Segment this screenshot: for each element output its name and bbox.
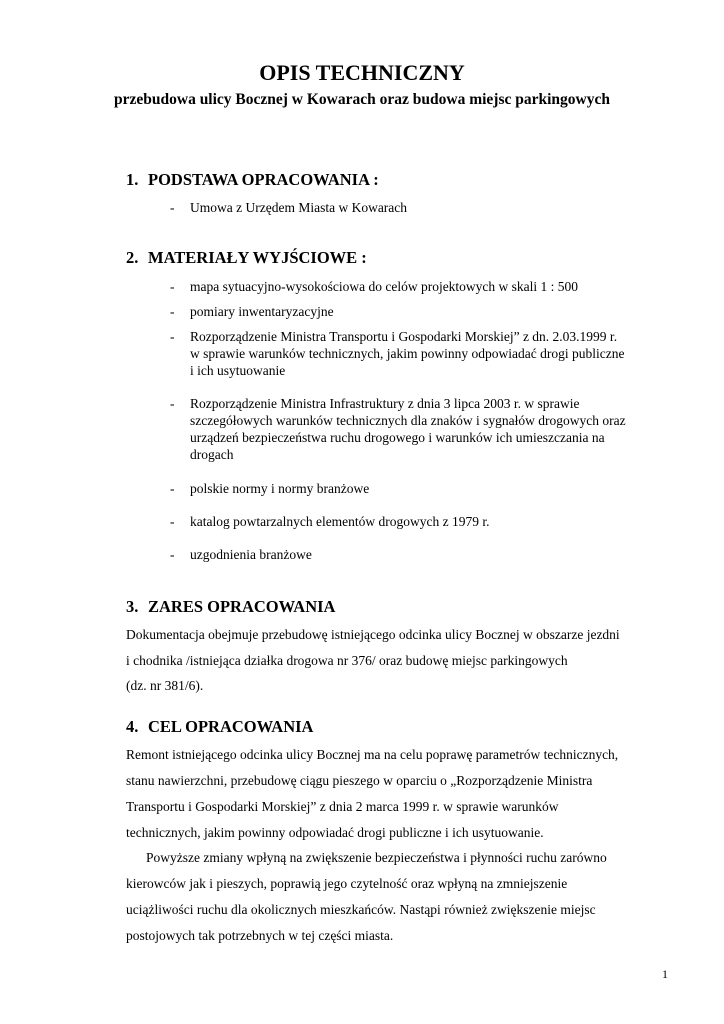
- paragraph-line: uciążliwości ruchu dla okolicznych mieszkańców. Nastąpi również zwiększenie miejsc: [126, 902, 596, 917]
- list-marker: -: [170, 396, 175, 411]
- document-subtitle: przebudowa ulicy Bocznej w Kowarach oraz budowa miejsc parkingowych: [114, 91, 610, 108]
- list-item-continuation: w sprawie warunków technicznych, jakim powinny odpowiadać drogi publiczne: [190, 346, 625, 361]
- section-heading-1: [126, 170, 379, 190]
- paragraph-line: stanu nawierzchni, przebudowę ciągu pieszego w oparciu o „Rozporządzenie Ministra: [126, 773, 593, 788]
- paragraph-line: postojowych tak potrzebnych w tej części miasta.: [126, 928, 394, 943]
- section-number: 2.: [126, 248, 139, 267]
- paragraph-line: Remont istniejącego odcinka ulicy Bocznej ma na celu poprawę parametrów technicznych,: [126, 747, 619, 762]
- list-item-continuation: urządzeń bezpieczeństwa ruchu drogowego i warunków ich umieszczania na: [190, 430, 605, 445]
- list-item-continuation: szczegółowych warunków technicznych dla znaków i sygnałów drogowych oraz: [190, 413, 626, 428]
- paragraph-line: kierowców jak i pieszych, poprawią jego czytelność oraz wpłyną na zmniejszenie: [126, 876, 568, 891]
- paragraph-line: i chodnika /istniejąca działka drogowa nr 376/ oraz budowę miejsc parkingowych: [126, 653, 568, 668]
- paragraph-line: Powyższe zmiany wpłyną na zwiększenie bezpieczeństwa i płynności ruchu zarówno: [146, 850, 607, 865]
- list-item: Rozporządzenie Ministra Infrastruktury z dnia 3 lipca 2003 r. w sprawie: [190, 396, 580, 411]
- section-title: ZARES OPRACOWANIA: [148, 597, 336, 616]
- list-item: katalog powtarzalnych elementów drogowych z 1979 r.: [190, 514, 490, 529]
- paragraph-line: Transportu i Gospodarki Morskiej” z dnia 2 marca 1999 r. w sprawie warunków: [126, 799, 559, 814]
- list-marker: -: [170, 304, 175, 319]
- section-number: 4.: [126, 717, 139, 736]
- list-item-continuation: drogach: [190, 447, 234, 462]
- list-item: mapa sytuacyjno-wysokościowa do celów projektowych w skali 1 : 500: [190, 279, 579, 294]
- list-marker: -: [170, 481, 175, 496]
- list-marker: -: [170, 200, 175, 215]
- list-item: pomiary inwentaryzacyjne: [190, 304, 334, 319]
- list-marker: -: [170, 514, 175, 529]
- list-item: polskie normy i normy branżowe: [190, 481, 370, 496]
- list-item: Rozporządzenie Ministra Transportu i Gospodarki Morskiej” z dn. 2.03.1999 r.: [190, 329, 618, 344]
- document-title: OPIS TECHNICZNY: [259, 60, 465, 85]
- section-number: 3.: [126, 597, 139, 616]
- paragraph-line: Dokumentacja obejmuje przebudowę istniejącego odcinka ulicy Bocznej w obszarze jezdni: [126, 627, 620, 642]
- section-number: 1.: [126, 170, 139, 189]
- list-item: Umowa z Urzędem Miasta w Kowarach: [190, 200, 408, 215]
- list-marker: -: [170, 329, 175, 344]
- list-item: uzgodnienia branżowe: [190, 547, 312, 562]
- page-number: 1: [662, 967, 668, 981]
- section-heading-4: [126, 717, 313, 737]
- list-marker: -: [170, 279, 175, 294]
- section-heading-3: [126, 597, 335, 617]
- paragraph-line: (dz. nr 381/6).: [126, 678, 204, 693]
- paragraph-line: technicznych, jakim powinny odpowiadać drogi publiczne i ich usytuowanie.: [126, 825, 544, 840]
- section-title: CEL OPRACOWANIA: [148, 717, 314, 736]
- section-heading-2: [126, 248, 367, 268]
- section-title: PODSTAWA OPRACOWANIA :: [148, 170, 379, 189]
- section-title: MATERIAŁY WYJŚCIOWE :: [148, 248, 367, 267]
- list-item-continuation: i ich usytuowanie: [190, 363, 286, 378]
- list-marker: -: [170, 547, 175, 562]
